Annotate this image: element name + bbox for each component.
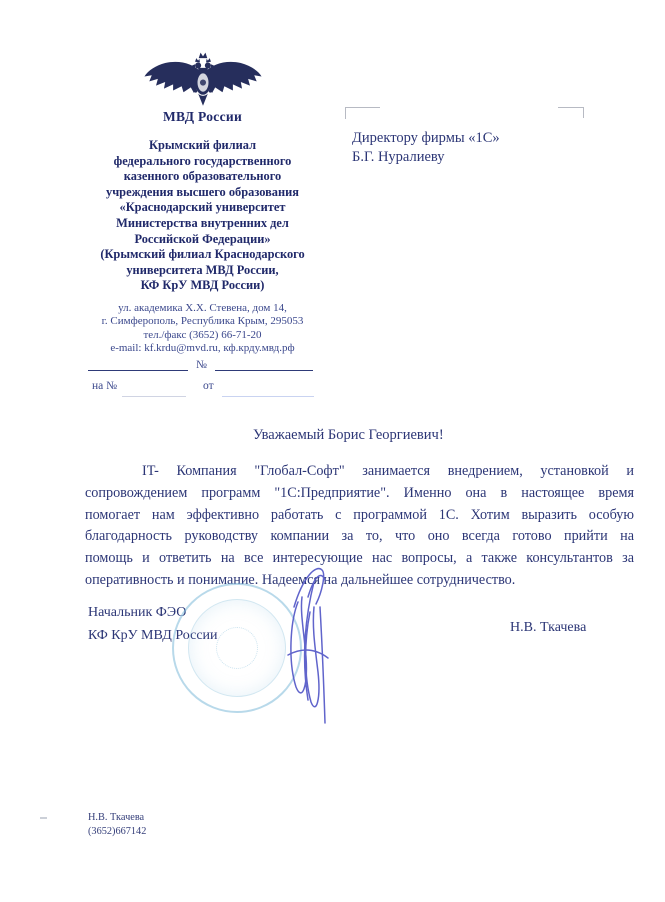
mvd-eagle-emblem-icon xyxy=(142,52,264,107)
body-line: сопровождением программ "1С:Предприятие". Именно она в настоящее время xyxy=(85,484,634,501)
body-line: благодарность руководству компании за то, что оно всегда готово прийти на xyxy=(85,528,634,545)
org-line: Российской Федерации» xyxy=(134,231,271,246)
org-line: (Крымский филиал Краснодарского xyxy=(100,247,305,262)
body-line: помощь и ответить на все интересующие нас вопросы, а также консультантов за xyxy=(85,550,634,567)
organization-address xyxy=(55,302,350,355)
stamp-core xyxy=(216,627,258,669)
signer-position-line: Начальник ФЭО xyxy=(88,605,187,620)
outgoing-number-blank-line xyxy=(88,358,188,371)
org-line: федерального государственного xyxy=(113,153,292,168)
org-line: университета МВД России, xyxy=(126,262,279,277)
letter-body xyxy=(85,461,634,592)
body-line: помогает нам эффективно работать с программой 1С. Хотим выразить особую xyxy=(85,506,634,523)
number-sign: № xyxy=(196,359,207,371)
organization-name xyxy=(55,138,350,294)
letterhead xyxy=(55,52,350,355)
executor-phone: (3652)667142 xyxy=(88,825,147,837)
address-line: тел./факс (3652) 66-71-20 xyxy=(143,328,262,341)
outgoing-date-blank-line xyxy=(215,358,313,371)
org-line: Крымский филиал xyxy=(148,138,257,152)
signer-position-line: КФ КрУ МВД России xyxy=(88,628,218,643)
org-line: «Краснодарский университет xyxy=(119,200,286,215)
handwritten-signature-icon xyxy=(258,552,348,752)
ministry-title: МВД России xyxy=(162,109,243,124)
recipient-title: Директору фирмы «1С» xyxy=(352,130,500,146)
reference-block xyxy=(60,358,352,406)
recipient-block xyxy=(352,129,500,167)
reply-date-blank-line xyxy=(222,384,314,397)
address-line: ул. академика Х.Х. Стевена, дом 14, xyxy=(118,301,287,314)
reply-number-blank-line xyxy=(122,384,186,397)
org-line: КФ КрУ МВД России) xyxy=(140,278,265,293)
org-line: учреждения высшего образования xyxy=(106,184,299,199)
from-date-label: от xyxy=(203,380,214,392)
body-line: IT- Компания "Глобал-Софт" занимается внедрением, установкой и xyxy=(142,463,634,479)
org-line: казенного образовательного xyxy=(123,169,282,184)
executor-block xyxy=(88,811,146,838)
address-frame-corner-mark-left xyxy=(345,107,380,119)
salutation: Уважаемый Борис Георгиевич! xyxy=(253,427,444,443)
body-line: оперативность и понимание. Надеемся на дальнейшее сотрудничество. xyxy=(85,571,516,588)
address-line: e-mail: kf.krdu@mvd.ru, кф.крду.мвд.рф xyxy=(110,341,295,354)
signer-name: Н.В. Ткачева xyxy=(510,620,587,635)
recipient-name: Б.Г. Нуралиеву xyxy=(352,149,445,165)
org-line: Министерства внутренних дел xyxy=(116,215,289,230)
address-line: г. Симферополь, Республика Крым, 295053 xyxy=(101,315,304,328)
reply-to-number-label: на № xyxy=(92,380,118,392)
scan-edge-artifact xyxy=(40,817,47,819)
address-frame-corner-mark-right xyxy=(558,107,584,118)
executor-name: Н.В. Ткачева xyxy=(88,812,145,823)
